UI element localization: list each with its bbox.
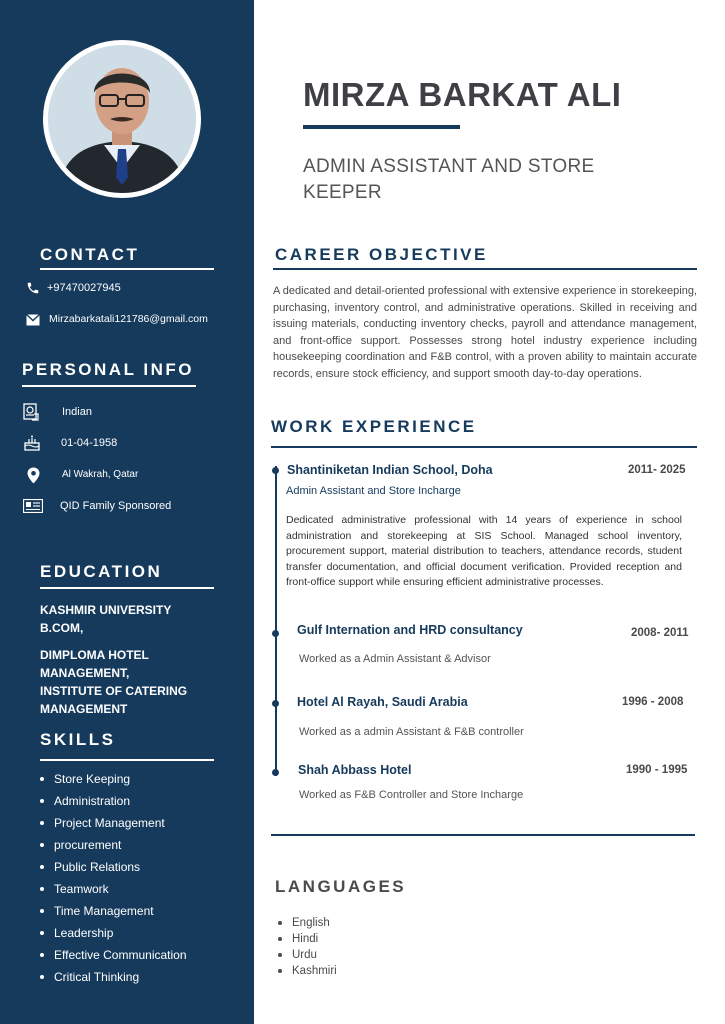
profile-photo — [43, 40, 201, 198]
portrait-image — [48, 45, 196, 193]
nationality-icon — [22, 403, 40, 426]
languages-title: LANGUAGES — [275, 877, 407, 896]
timeline-dot — [272, 700, 279, 707]
education-divider — [40, 587, 214, 589]
languages-list — [278, 915, 337, 979]
contact-divider — [40, 268, 214, 270]
skill-item: Public Relations — [40, 856, 187, 878]
work-experience-title: WORK EXPERIENCE — [271, 417, 477, 436]
job-company: Shah Abbass Hotel — [298, 763, 412, 777]
timeline-dot — [272, 769, 279, 776]
name-underline — [303, 125, 460, 129]
job-role: Admin Assistant and Store Incharge — [286, 485, 461, 497]
contact-email[interactable]: Mirzabarkatali121786@gmail.com — [49, 313, 208, 325]
language-item: Hindi — [278, 931, 337, 947]
job-company: Gulf Internation and HRD consultancy — [297, 623, 523, 637]
skill-item: procurement — [40, 834, 187, 856]
job-years: 1996 - 2008 — [622, 696, 684, 708]
timeline-line — [275, 466, 277, 776]
nationality-value: Indian — [62, 406, 92, 418]
location-value: Al Wakrah, Qatar — [62, 469, 139, 480]
education-entry-line: B.COM, — [40, 621, 84, 635]
id-status-value: QID Family Sponsored — [60, 500, 172, 512]
career-objective-text: A dedicated and detail-oriented professional with extensive experience in storekeeping, purchasing, inventory control, and administrative operations. Skilled in receiving and issuing materials, conducting inventory checks, payroll and attendance management, and front-office support. Possesses strong hotel industry experience including housekeeping coordination and F&B control, with a proven ability to maintain accurate records, ensure stock efficiency, and support smooth day-to-day operations. — [273, 285, 697, 380]
skills-list — [40, 768, 187, 988]
education-entry-line: MANAGEMENT — [40, 702, 128, 716]
education-entry-line: DIMPLOMA HOTEL — [40, 648, 149, 662]
language-item: Kashmiri — [278, 963, 337, 979]
job-description: Worked as a Admin Assistant & Advisor — [299, 653, 491, 665]
skill-item: Teamwork — [40, 878, 187, 900]
job-description: Dedicated administrative professional with 14 years of experience in school administration and storekeeping at SIS School. Managed school inventory, procurement support, material distribution to teachers, attendance records, student transfer documentation, and official document verification. Provided reception and front-office support while ensuring efficient administrative processes. — [286, 514, 682, 588]
language-item: Urdu — [278, 947, 337, 963]
sidebar — [0, 0, 254, 1024]
location-pin-icon — [27, 467, 40, 489]
work-experience-divider — [271, 446, 697, 448]
education-entry-line: KASHMIR UNIVERSITY — [40, 603, 172, 617]
job-years: 2008- 2011 — [631, 627, 689, 639]
contact-phone[interactable]: +97470027945 — [47, 282, 121, 294]
language-item: English — [278, 915, 337, 931]
contact-title: CONTACT — [40, 245, 140, 264]
career-objective-title: CAREER OBJECTIVE — [275, 245, 488, 264]
avatar — [48, 45, 196, 193]
career-objective-divider — [273, 268, 697, 270]
education-entry-1 — [40, 601, 171, 637]
candidate-name: MIRZA BARKAT ALI — [303, 76, 622, 113]
job-description: Worked as F&B Controller and Store Incharge — [299, 789, 524, 801]
skill-item: Administration — [40, 790, 187, 812]
job-years: 2011- 2025 — [628, 464, 686, 476]
email-icon — [26, 313, 40, 331]
skills-divider — [40, 759, 214, 761]
job-years: 1990 - 1995 — [626, 764, 688, 776]
job-description: Worked as a admin Assistant & F&B controller — [299, 726, 524, 738]
personal-info-divider — [22, 385, 196, 387]
skill-item: Critical Thinking — [40, 966, 187, 988]
dob-value: 01-04-1958 — [61, 437, 118, 449]
skill-item: Time Management — [40, 900, 187, 922]
skills-title: SKILLS — [40, 730, 116, 749]
timeline-dot — [272, 467, 279, 474]
job-company: Shantiniketan Indian School, Doha — [287, 463, 493, 477]
skill-item: Project Management — [40, 812, 187, 834]
birthday-cake-icon — [23, 434, 41, 457]
skill-item: Store Keeping — [40, 768, 187, 790]
education-entry-line: MANAGEMENT, — [40, 666, 130, 680]
id-card-icon — [23, 499, 43, 518]
skill-item: Effective Communication — [40, 944, 187, 966]
education-entry-2 — [40, 646, 187, 718]
timeline-dot — [272, 630, 279, 637]
job-title: ADMIN ASSISTANT AND STORE KEEPER — [303, 156, 595, 203]
education-title: EDUCATION — [40, 562, 163, 581]
skill-item: Leadership — [40, 922, 187, 944]
phone-icon — [26, 281, 40, 300]
personal-info-title: PERSONAL INFO — [22, 360, 194, 379]
education-entry-line: INSTITUTE OF CATERING — [40, 684, 188, 698]
work-experience-bottom-divider — [271, 834, 695, 836]
job-company: Hotel Al Rayah, Saudi Arabia — [297, 695, 468, 709]
